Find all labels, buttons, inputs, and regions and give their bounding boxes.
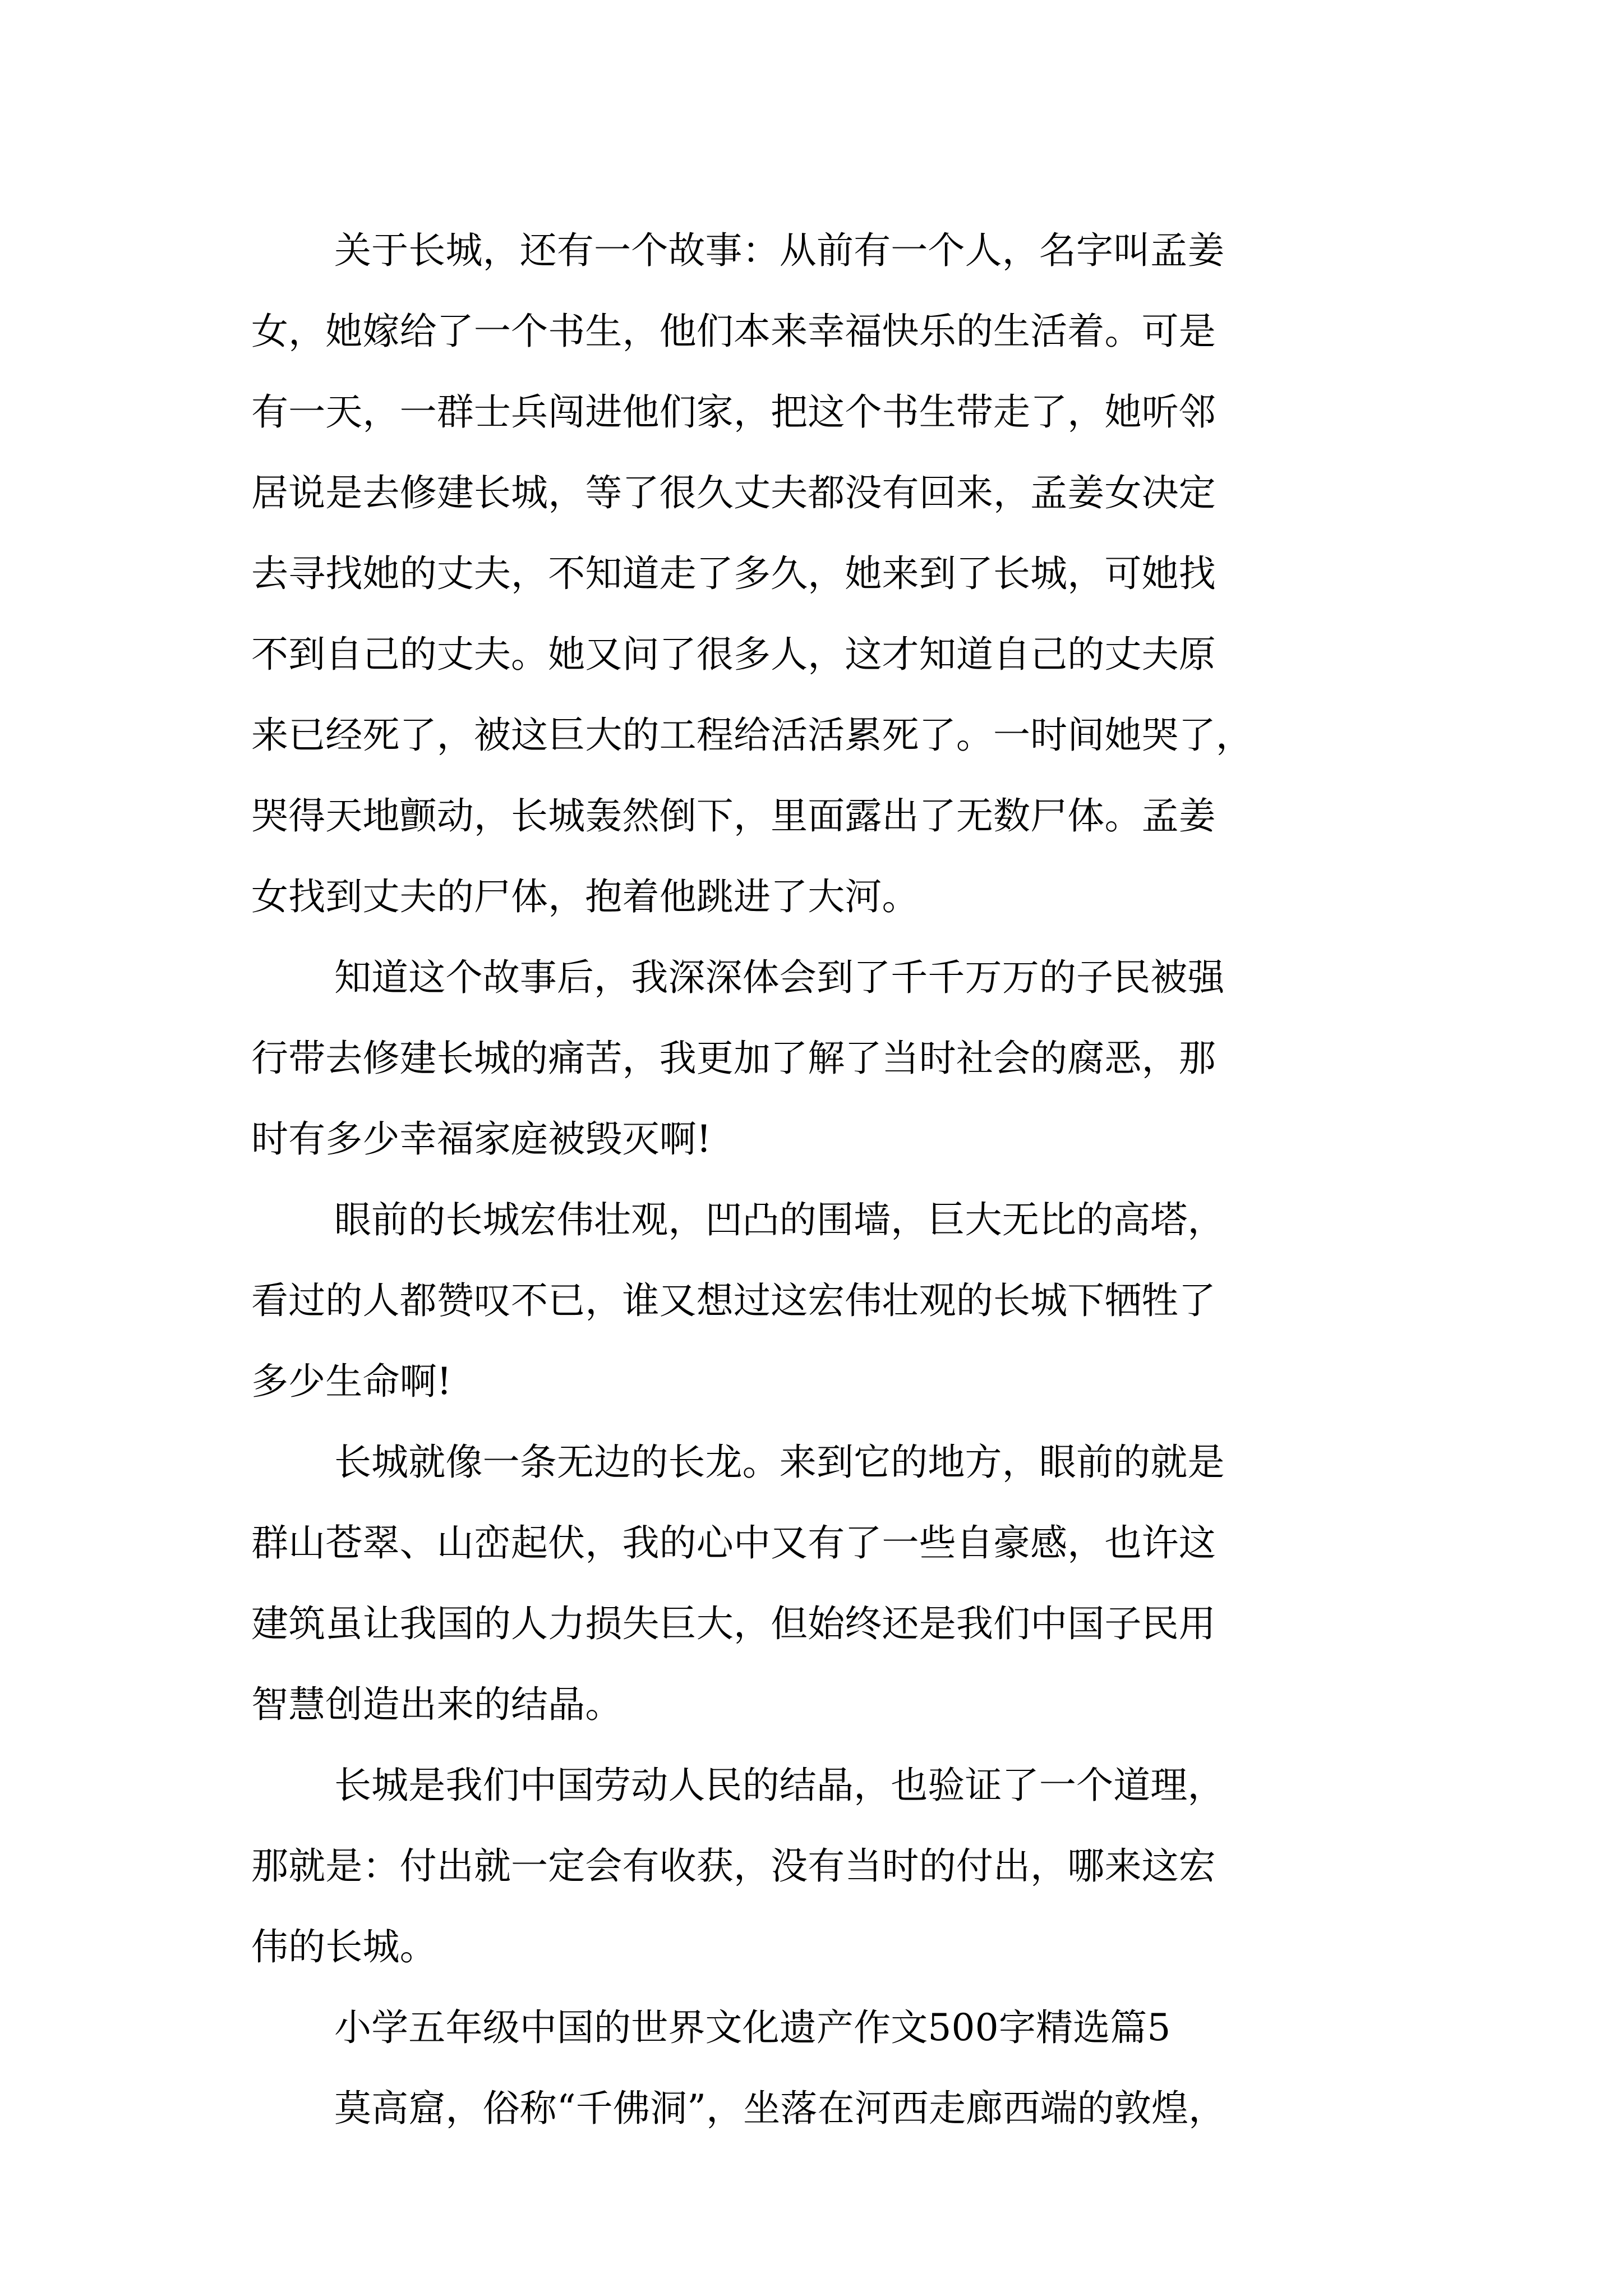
paragraph-long-dragon [251, 1422, 1378, 1745]
text-line: 长城就像一条无边的长龙。来到它的地方，眼前的就是 [334, 1441, 1225, 1484]
text-line: 哭得天地颤动，长城轰然倒下，里面露出了无数尸体。孟姜 [251, 794, 1216, 838]
paragraph-mogao-caves [251, 2068, 1378, 2149]
text-line: 行带去修建长城的痛苦，我更加了解了当时社会的腐恶，那 [251, 1037, 1216, 1080]
text-line: 看过的人都赞叹不已，谁又想过这宏伟壮观的长城下牺牲了 [251, 1279, 1216, 1322]
section-title: 小学五年级中国的世界文化遗产作文500字精选篇5 [334, 2006, 1171, 2049]
paragraph-reflection [251, 937, 1378, 1180]
text-line: 女找到丈夫的尸体，抱着他跳进了大河。 [251, 875, 919, 918]
text-line: 知道这个故事后，我深深体会到了千千万万的子民被强 [334, 956, 1225, 999]
text-line: 莫高窟，俗称“千佛洞”，坐落在河西走廊西端的敦煌， [334, 2087, 1226, 2130]
section-heading [251, 1987, 1378, 2068]
text-line: 那就是：付出就一定会有收获，没有当时的付出，哪来这宏 [251, 1844, 1216, 1888]
text-line: 建筑虽让我国的人力损失巨大，但始终还是我们中国子民用 [251, 1602, 1216, 1645]
document-body [251, 210, 1378, 2149]
paragraph-crystallization [251, 1745, 1378, 1987]
text-line: 来已经死了，被这巨大的工程给活活累死了。一时间她哭了， [251, 714, 1253, 757]
text-line: 多少生命啊! [251, 1360, 452, 1403]
paragraph-magnificent-wall [251, 1180, 1378, 1422]
text-line: 眼前的长城宏伟壮观，凹凸的围墙，巨大无比的高塔， [334, 1198, 1225, 1241]
text-line: 不到自己的丈夫。她又问了很多人，这才知道自己的丈夫原 [251, 633, 1216, 676]
text-line: 时有多少幸福家庭被毁灭啊! [251, 1117, 712, 1161]
paragraph-meng-jiang-nu-story [251, 210, 1378, 937]
text-line: 群山苍翠、山峦起伏，我的心中又有了一些自豪感，也许这 [251, 1521, 1216, 1565]
text-line: 去寻找她的丈夫，不知道走了多久，她来到了长城，可她找 [251, 552, 1216, 595]
text-line: 长城是我们中国劳动人民的结晶，也验证了一个道理， [334, 1764, 1225, 1807]
text-line: 智慧创造出来的结晶。 [251, 1683, 623, 1726]
text-line: 关于长城，还有一个故事：从前有一个人，名字叫孟姜 [334, 229, 1225, 272]
text-line: 女，她嫁给了一个书生，他们本来幸福快乐的生活着。可是 [251, 310, 1216, 353]
text-line: 居说是去修建长城，等了很久丈夫都没有回来，孟姜女决定 [251, 471, 1216, 514]
text-line: 伟的长城。 [251, 1925, 437, 1968]
text-line: 有一天，一群士兵闯进他们家，把这个书生带走了，她听邻 [251, 390, 1216, 434]
